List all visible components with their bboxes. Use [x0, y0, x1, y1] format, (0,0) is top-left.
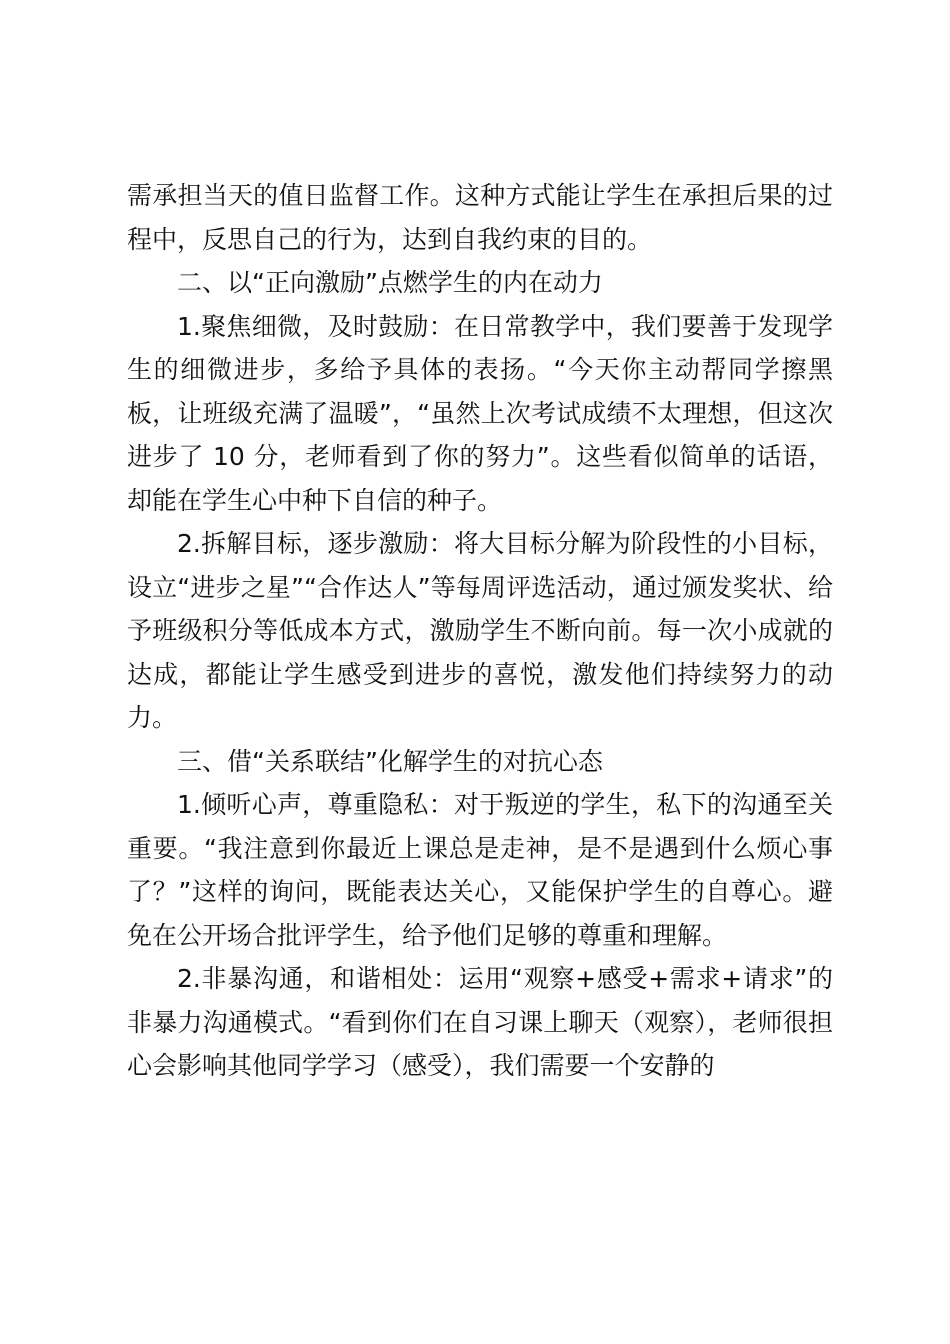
paragraph-focus-details: 1.聚焦细微，及时鼓励：在日常教学中，我们要善于发现学生的细微进步，多给予具体的表扬。“今天你主动帮同学擦黑板，让班级充满了温暖”，“虽然上次考试成绩不太理想，但这次进步了 10 分，老师看到了你的努力”。这些看似简单的话语，却能在学生心中种下自信的种子。 [127, 311, 833, 515]
paragraph-continuation: 需承担当天的值日监督工作。这种方式能让学生在承担后果的过程中，反思自己的行为，达到自我约束的目的。 [127, 181, 833, 254]
paragraph-break-down-goals: 2.拆解目标，逐步激励：将大目标分解为阶段性的小目标，设立“进步之星”“合作达人”等每周评选活动，通过颁发奖状、给予班级积分等低成本方式，激励学生不断向前。每一次小成就的达成，都能让学生感受到进步的喜悦，激发他们持续努力的动力。 [127, 529, 833, 732]
document-body [127, 174, 833, 1088]
section-heading-relationship: 三、借“关系联结”化解学生的对抗心态 [177, 746, 603, 776]
paragraph-listen-respect: 1.倾听心声，尊重隐私：对于叛逆的学生，私下的沟通至关重要。“我注意到你最近上课总是走神，是不是遇到什么烦心事了？”这样的询问，既能表达关心，又能保护学生的自尊心。避免在公开场合批评学生，给予他们足够的尊重和理解。 [127, 790, 833, 950]
paragraph-nonviolent-communication: 2.非暴沟通，和谐相处：运用“观察+感受+需求+请求”的非暴力沟通模式。“看到你们在自习课上聊天（观察），老师很担心会影响其他同学学习（感受），我们需要一个安静的 [127, 964, 833, 1080]
section-heading-positive-incentive: 二、以“正向激励”点燃学生的内在动力 [177, 268, 603, 297]
